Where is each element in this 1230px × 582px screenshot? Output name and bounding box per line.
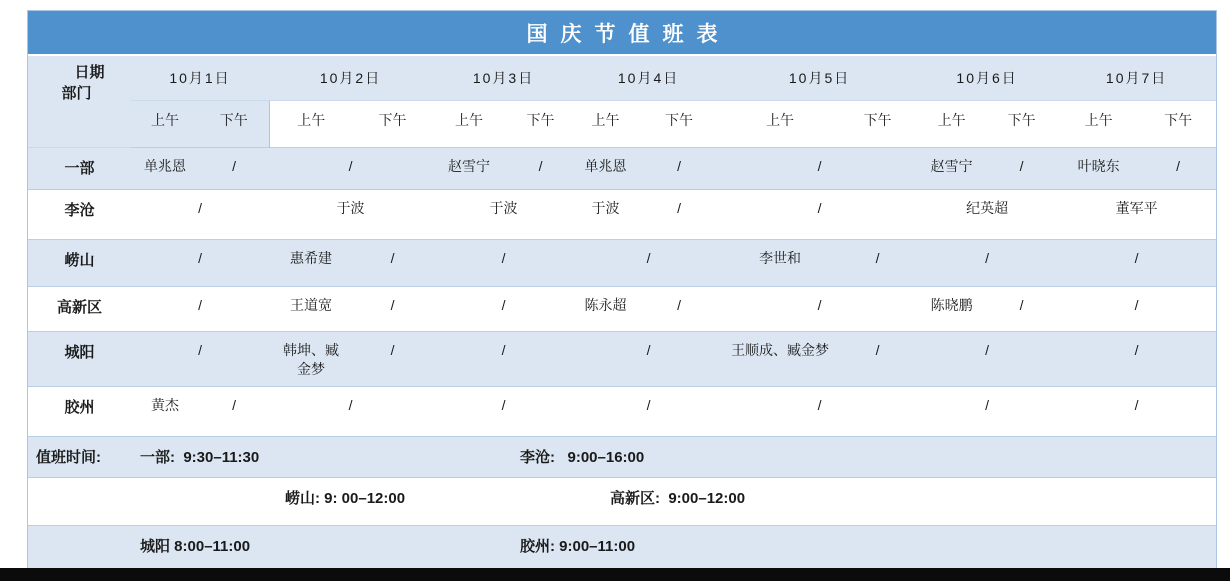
duty-cell: / <box>353 239 432 286</box>
dept-cell: 高新区 <box>28 286 131 331</box>
ampm-header: 下午 <box>863 111 892 128</box>
table-title: 国庆节值班表 <box>28 11 1216 56</box>
duty-cell: / <box>917 239 1057 286</box>
duty-time-right: 高新区: 9:00–12:00 <box>610 490 746 507</box>
duty-time-right: 胶州: 9:00–11:00 <box>520 538 636 555</box>
duty-cell: / <box>432 286 575 331</box>
duty-time-left: 一部: 9:30–11:30 <box>140 449 260 466</box>
dept-cell: 崂山 <box>28 239 131 286</box>
duty-cell: / <box>722 286 917 331</box>
dept-cell: 李沧 <box>28 189 131 239</box>
duty-cell: / <box>506 147 575 189</box>
duty-cell: / <box>199 147 269 189</box>
duty-cell: / <box>1057 286 1216 331</box>
duty-cell: / <box>1140 147 1216 189</box>
duty-cell: / <box>353 286 432 331</box>
schedule-row <box>28 331 1216 386</box>
corner-label-date: 日期 <box>74 64 105 81</box>
schedule-row <box>28 147 1216 189</box>
duty-cell: / <box>917 331 1057 386</box>
duty-cell: / <box>575 239 722 286</box>
schedule-table <box>28 56 1216 436</box>
duty-cell: / <box>131 331 269 386</box>
duty-cell: / <box>269 147 432 189</box>
duty-cell: / <box>1057 239 1216 286</box>
duty-time-row <box>28 525 1216 569</box>
corner-label-dept: 部门 <box>61 85 92 102</box>
schedule-row <box>28 239 1216 286</box>
ampm-header: 下午 <box>665 111 694 128</box>
duty-cell: 单兆恩 <box>575 147 636 189</box>
duty-cell: 董军平 <box>1057 189 1216 239</box>
duty-schedule-panel <box>27 10 1217 570</box>
ampm-header: 上午 <box>297 111 326 128</box>
ampm-header: 下午 <box>199 100 269 147</box>
duty-cell: / <box>722 189 917 239</box>
duty-cell: 纪英超 <box>917 189 1057 239</box>
schedule-row <box>28 386 1216 436</box>
duty-cell: / <box>432 386 575 436</box>
duty-cell: 王道宽 <box>269 286 353 331</box>
date-header: 10月5日 <box>722 56 917 100</box>
duty-cell: 王顺成、臧金梦 <box>722 331 838 386</box>
duty-time-row <box>28 436 1216 477</box>
date-header: 10月1日 <box>131 56 269 100</box>
ampm-header: 上午 <box>1084 111 1113 128</box>
ampm-header: 上午 <box>591 111 620 128</box>
duty-cell: / <box>432 239 575 286</box>
ampm-header: 下午 <box>1007 111 1036 128</box>
duty-time-label: 值班时间: <box>36 449 101 466</box>
duty-cell: / <box>199 386 269 436</box>
date-header: 10月2日 <box>269 56 432 100</box>
duty-cell: 于波 <box>575 189 636 239</box>
duty-cell: 陈永超 <box>575 286 636 331</box>
duty-cell: 黄杰 <box>131 386 199 436</box>
duty-cell: / <box>838 331 917 386</box>
ampm-header: 上午 <box>455 111 484 128</box>
ampm-header: 上午 <box>131 100 199 147</box>
ampm-header: 下午 <box>1164 111 1193 128</box>
duty-cell: / <box>131 239 269 286</box>
bottom-black-bar <box>0 568 1230 581</box>
duty-cell: 惠希建 <box>269 239 353 286</box>
duty-cell: 李世和 <box>722 239 838 286</box>
duty-cell: / <box>722 386 917 436</box>
date-header: 10月6日 <box>917 56 1057 100</box>
duty-cell: 单兆恩 <box>131 147 199 189</box>
schedule-row <box>28 286 1216 331</box>
date-header: 10月7日 <box>1057 56 1216 100</box>
ampm-header: 下午 <box>526 111 555 128</box>
date-header: 10月3日 <box>432 56 575 100</box>
corner-cell <box>28 56 131 147</box>
duty-cell: 于波 <box>432 189 575 239</box>
duty-cell: / <box>1057 386 1216 436</box>
schedule-row <box>28 189 1216 239</box>
duty-time-row <box>28 477 1216 525</box>
duty-cell: / <box>131 286 269 331</box>
ampm-header: 下午 <box>378 111 407 128</box>
duty-time-left: 崂山: 9: 00–12:00 <box>285 490 406 507</box>
duty-cell: / <box>986 147 1057 189</box>
duty-cell: / <box>1057 331 1216 386</box>
duty-cell: / <box>986 286 1057 331</box>
ampm-header: 上午 <box>937 111 966 128</box>
duty-cell: / <box>353 331 432 386</box>
duty-time-left: 城阳 8:00–11:00 <box>140 538 251 555</box>
dept-cell: 胶州 <box>28 386 131 436</box>
duty-cell: / <box>722 147 917 189</box>
duty-cell: / <box>838 239 917 286</box>
duty-cell: / <box>575 386 722 436</box>
duty-cell: / <box>131 189 269 239</box>
duty-cell: / <box>636 286 722 331</box>
duty-cell: 韩坤、臧金梦 <box>269 331 353 386</box>
dept-cell: 城阳 <box>28 331 131 386</box>
dept-cell: 一部 <box>28 147 131 189</box>
duty-cell: / <box>636 147 722 189</box>
ampm-header: 上午 <box>766 111 795 128</box>
duty-cell: / <box>917 386 1057 436</box>
duty-cell: / <box>636 189 722 239</box>
duty-times-section <box>28 436 1216 569</box>
duty-time-right: 李沧: 9:00–16:00 <box>520 449 645 466</box>
duty-cell: 陈晓鹏 <box>917 286 986 331</box>
date-header: 10月4日 <box>575 56 722 100</box>
duty-cell: / <box>575 331 722 386</box>
duty-cell: 赵雪宁 <box>917 147 986 189</box>
duty-cell: / <box>269 386 432 436</box>
duty-cell: 于波 <box>269 189 432 239</box>
duty-cell: 叶晓东 <box>1057 147 1140 189</box>
duty-cell: 赵雪宁 <box>432 147 506 189</box>
duty-cell: / <box>432 331 575 386</box>
